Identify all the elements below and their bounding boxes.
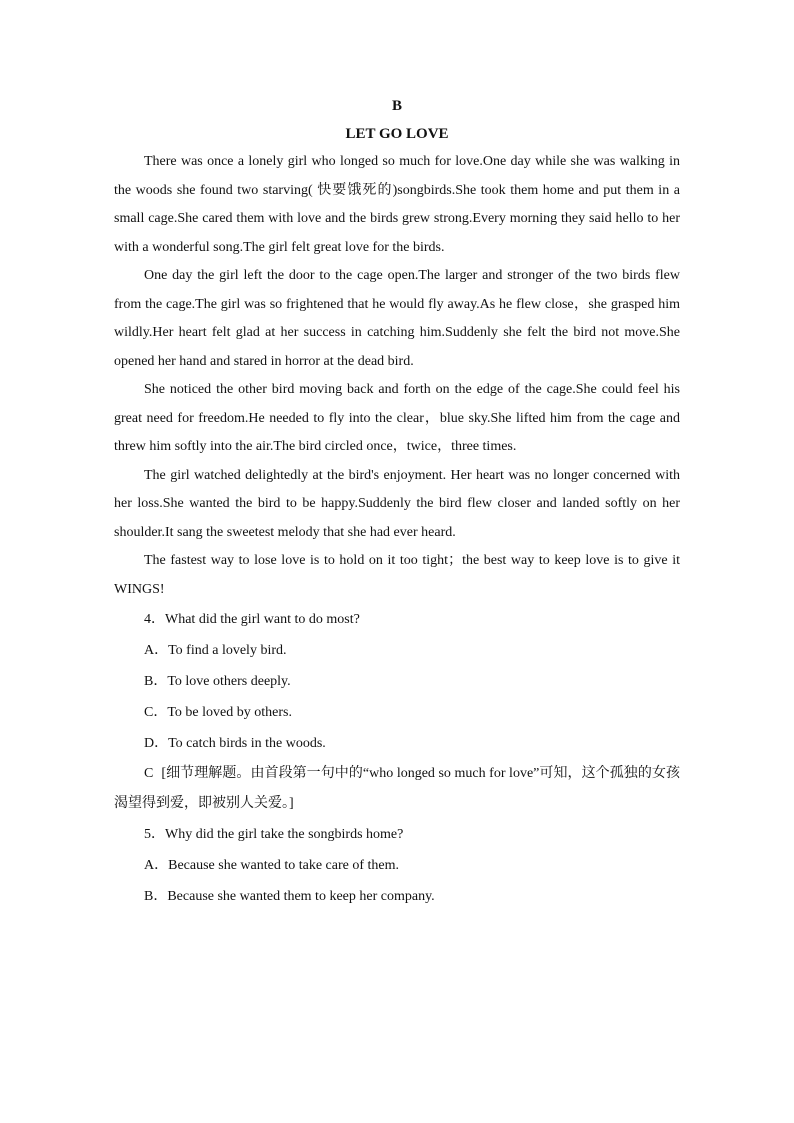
question-4-option-a: A．To find a lovely bird.	[144, 643, 287, 658]
question-5-option-b: B．Because she wanted them to keep her company.	[144, 889, 435, 904]
passage-paragraph-1: There was once a lonely girl who longed so much for love.One day while she was walking in the woods she found two starving( 快要饿死的)songbirds.She took them home and put them in a small cage.She cared them with love and the birds grew strong.Every morning they said hello to her with a wonderful song.The girl felt great love for the birds.	[114, 154, 680, 255]
question-4-answer	[114, 759, 680, 819]
passage-paragraph-4: The girl watched delightedly at the bird's enjoyment. Her heart was no longer concerned with her loss.She wanted the bird to be happy.Suddenly the bird flew closer and landed softly on her shoulder.It sang the sweetest melody that she had ever heard.	[114, 467, 680, 540]
answer-letter: C	[144, 766, 154, 781]
question-5-option-a: A．Because she wanted to take care of them.	[144, 858, 400, 873]
question-4-option-c: C．To be loved by others.	[144, 705, 292, 720]
question-4-option-b: B．To love others deeply.	[144, 674, 291, 689]
passage-paragraph-2: One day the girl left the door to the cage open.The larger and stronger of the two birds flew from the cage.The girl was so frightened that he would fly away.As he flew close，she grasped him wildly.Her heart felt glad at her success in catching him.Suddenly she felt the bird not move.She opened her hand and stared in horror at the dead bird.	[114, 268, 680, 369]
document-page	[114, 92, 680, 912]
answer-explanation: [细节理解题。由首段第一句中的“who longed so much for love”可知，这个孤独的女孩渴望得到爱，即被别人关爱。]	[114, 766, 680, 811]
passage-paragraph-5: The fastest way to lose love is to hold on it too tight；the best way to keep love is to give it WINGS!	[114, 553, 680, 597]
passage-paragraph-3: She noticed the other bird moving back and forth on the edge of the cage.She could feel his great need for freedom.He needed to fly into the clear，blue sky.She lifted him from the cage and threw him softly into the air.The bird circled once，twice，three times.	[114, 382, 680, 454]
passage-title: LET GO LOVE	[345, 126, 449, 142]
question-4-option-d: D．To catch birds in the woods.	[144, 736, 326, 751]
question-5: 5．Why did the girl take the songbirds home?	[144, 827, 404, 842]
section-letter: B	[391, 98, 402, 114]
question-4: 4．What did the girl want to do most?	[144, 612, 360, 627]
